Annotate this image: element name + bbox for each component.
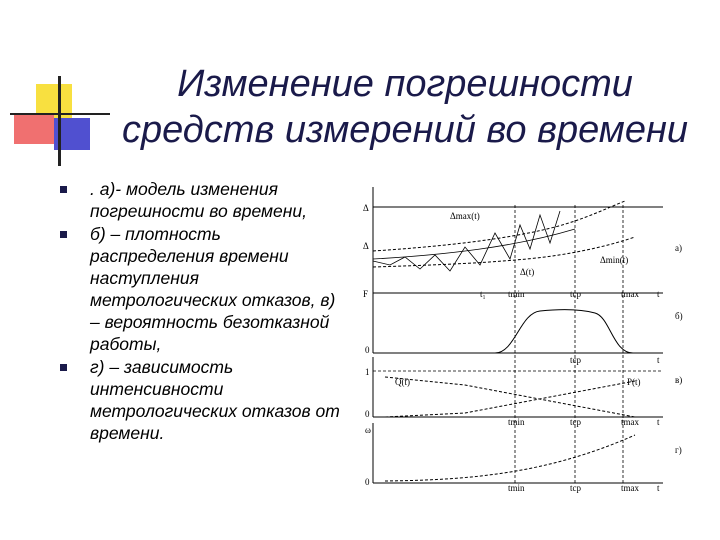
label-zero-c: 0 bbox=[365, 409, 370, 419]
panel-label-d: г) bbox=[675, 445, 682, 455]
label-tcp-d: tср bbox=[570, 483, 581, 493]
q-curve bbox=[385, 377, 635, 417]
bullet-item bbox=[58, 223, 348, 355]
label-tmin-d: tmin bbox=[508, 483, 525, 493]
bullet-marker-icon bbox=[60, 231, 67, 238]
label-tmin-c: tmin bbox=[508, 417, 525, 427]
title-line-2: средств измерений во времени bbox=[121, 109, 689, 152]
label-tcp-c: tср bbox=[570, 417, 581, 427]
label-one: 1 bbox=[365, 367, 370, 377]
label-p: P(t) bbox=[627, 377, 641, 387]
bullet-text: б) – плотность распределения времени наступления метрологических отказов, в) – вероятность безотказной работы, bbox=[90, 224, 336, 354]
slide-title bbox=[100, 61, 710, 153]
label-tcp-b: tср bbox=[570, 355, 581, 365]
label-tmax-d: tmax bbox=[621, 483, 639, 493]
label-t-c: t bbox=[657, 417, 660, 427]
label-tmax-c: tmax bbox=[621, 417, 639, 427]
label-delta: Δ bbox=[363, 203, 369, 213]
delta-max-curve bbox=[373, 201, 625, 251]
bullet-item bbox=[58, 356, 348, 444]
bullet-list bbox=[58, 178, 348, 445]
decor-vertical-line bbox=[58, 76, 61, 166]
delta-mid-curve bbox=[373, 229, 575, 259]
bullet-item bbox=[58, 178, 348, 222]
label-delta-min: Δmin(t) bbox=[600, 255, 629, 265]
p-curve bbox=[385, 381, 635, 417]
bullet-marker-icon bbox=[60, 364, 67, 371]
density-curve bbox=[495, 310, 633, 353]
label-q: Q(t) bbox=[395, 377, 410, 387]
error-model-figure bbox=[345, 185, 695, 505]
label-tmin: tmin bbox=[508, 289, 525, 299]
label-zero-d: 0 bbox=[365, 477, 370, 487]
decor-horizontal-line bbox=[10, 113, 110, 115]
omega-curve bbox=[385, 435, 635, 481]
decor-red-square bbox=[14, 114, 54, 144]
bullet-text: г) – зависимость интенсивности метрологических отказов от времени. bbox=[90, 357, 340, 443]
panel-label-c: в) bbox=[675, 375, 683, 385]
bullet-marker-icon bbox=[60, 186, 67, 193]
label-t-b: t bbox=[657, 355, 660, 365]
panel-label-a: а) bbox=[675, 243, 682, 253]
label-tmax: tmax bbox=[621, 289, 639, 299]
label-t-d: t bbox=[657, 483, 660, 493]
label-t-a: t bbox=[657, 289, 660, 299]
label-f: F bbox=[363, 289, 369, 299]
label-omega: ω bbox=[365, 425, 371, 435]
label-delta-i: Δ(t) bbox=[520, 267, 535, 277]
bullet-text: . а)- модель изменения погрешности во времени, bbox=[90, 179, 307, 221]
label-delta-small: Δ bbox=[363, 241, 369, 251]
panel-label-b: б) bbox=[675, 311, 683, 321]
label-t1: t₁ bbox=[480, 289, 486, 299]
label-delta-max: Δmax(t) bbox=[450, 211, 480, 221]
label-zero-b: 0 bbox=[365, 345, 370, 355]
title-line-1: Изменение погрешности bbox=[177, 63, 633, 106]
label-tcp: tср bbox=[570, 289, 581, 299]
